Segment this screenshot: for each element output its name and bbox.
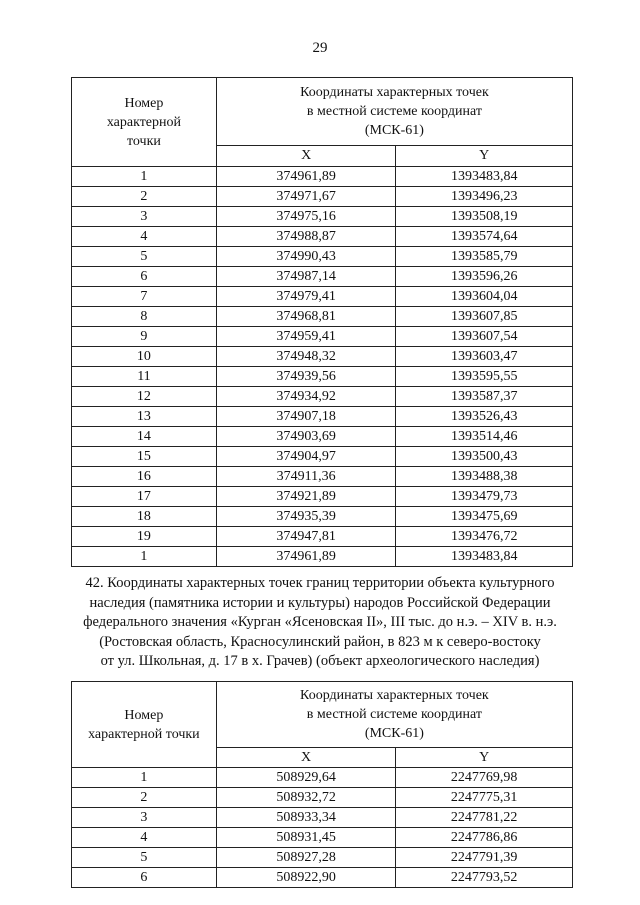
x-value-cell: 508933,34 [216,808,396,828]
y-value-cell: 1393475,69 [396,507,573,527]
section-42-heading: 42. Координаты характерных точек границ территории объекта культурного наследия (памятника истории и культуры) народов Российской Федерации федерального значения «Курган «Ясеновская II», III тыс. до н.э. – XIV в. н.э. (Ростовская область, Красносулинский район, в 823 м к северо-востоку от ул. Школьная, д. 17 в х. Грачев) (объект археологического наследия) [83,575,557,669]
point-number-cell: 17 [72,487,217,507]
x-value-cell: 508931,45 [216,828,396,848]
point-number-cell: 7 [72,287,217,307]
y-value-cell: 2247793,52 [396,868,573,888]
y-value-cell: 1393587,37 [396,387,573,407]
y-value-cell: 1393483,84 [396,167,573,187]
point-number-cell: 3 [72,808,217,828]
x-value-cell: 374975,16 [216,207,396,227]
x-value-cell: 374961,89 [216,547,396,567]
y-value-cell: 1393585,79 [396,247,573,267]
table-row [72,467,573,487]
point-number-cell: 6 [72,267,217,287]
point-number-cell: 10 [72,347,217,367]
x-value-cell: 508932,72 [216,788,396,808]
table-row [72,187,573,207]
table-row [72,287,573,307]
table-row [72,447,573,467]
y-value-cell: 1393488,38 [396,467,573,487]
point-number-cell: 2 [72,187,217,207]
x-value-cell: 374988,87 [216,227,396,247]
point-number-cell: 3 [72,207,217,227]
y-value-cell: 2247769,98 [396,768,573,788]
x-value-cell: 374987,14 [216,267,396,287]
y-value-cell: 1393574,64 [396,227,573,247]
header-col-y: Y [396,748,573,768]
point-number-cell: 11 [72,367,217,387]
table-row [72,167,573,187]
point-number-cell: 4 [72,828,217,848]
coordinates-table-1 [71,77,573,567]
header-col-y: Y [396,146,573,167]
y-value-cell: 2247791,39 [396,848,573,868]
point-number-cell: 4 [72,227,217,247]
header-point-number: Номер характерной точки [72,78,217,167]
table-row [72,788,573,808]
y-value-cell: 2247786,86 [396,828,573,848]
point-number-cell: 14 [72,427,217,447]
x-value-cell: 374947,81 [216,527,396,547]
y-value-cell: 1393607,85 [396,307,573,327]
header-col-x: X [216,748,396,768]
table-row [72,207,573,227]
table-row [72,527,573,547]
x-value-cell: 374935,39 [216,507,396,527]
y-value-cell: 1393479,73 [396,487,573,507]
table-row [72,768,573,788]
table-row [72,427,573,447]
point-number-cell: 5 [72,848,217,868]
x-value-cell: 374904,97 [216,447,396,467]
x-value-cell: 374934,92 [216,387,396,407]
table-row [72,507,573,527]
x-value-cell: 508929,64 [216,768,396,788]
y-value-cell: 1393476,72 [396,527,573,547]
y-value-cell: 1393607,54 [396,327,573,347]
table-row [72,327,573,347]
x-value-cell: 374907,18 [216,407,396,427]
x-value-cell: 374959,41 [216,327,396,347]
point-number-cell: 2 [72,788,217,808]
table-row [72,227,573,247]
y-value-cell: 1393603,47 [396,347,573,367]
point-number-cell: 18 [72,507,217,527]
point-number-cell: 19 [72,527,217,547]
table-row [72,387,573,407]
point-number-cell: 15 [72,447,217,467]
point-number-cell: 16 [72,467,217,487]
y-value-cell: 1393496,23 [396,187,573,207]
table-row [72,547,573,567]
point-number-cell: 1 [72,167,217,187]
point-number-cell: 8 [72,307,217,327]
table-row [72,247,573,267]
header-col-x: X [216,146,396,167]
header-point-number: Номер характерной точки [72,682,217,768]
x-value-cell: 374921,89 [216,487,396,507]
coordinates-table-2 [71,681,573,888]
y-value-cell: 1393595,55 [396,367,573,387]
table-row [72,808,573,828]
point-number-cell: 1 [72,768,217,788]
x-value-cell: 508922,90 [216,868,396,888]
y-value-cell: 1393604,04 [396,287,573,307]
point-number-cell: 5 [72,247,217,267]
point-number-cell: 13 [72,407,217,427]
header-coordinates-title: Координаты характерных точек в местной системе координат (МСК-61) [216,78,572,146]
table-row [72,868,573,888]
x-value-cell: 374903,69 [216,427,396,447]
x-value-cell: 374968,81 [216,307,396,327]
point-number-cell: 12 [72,387,217,407]
y-value-cell: 1393508,19 [396,207,573,227]
table-row [72,407,573,427]
point-number-cell: 6 [72,868,217,888]
x-value-cell: 374979,41 [216,287,396,307]
x-value-cell: 374939,56 [216,367,396,387]
table-row [72,848,573,868]
point-number-cell: 1 [72,547,217,567]
x-value-cell: 374971,67 [216,187,396,207]
x-value-cell: 374990,43 [216,247,396,267]
header-coordinates-title: Координаты характерных точек в местной системе координат (МСК-61) [216,682,572,748]
y-value-cell: 2247775,31 [396,788,573,808]
table-row [72,828,573,848]
y-value-cell: 1393514,46 [396,427,573,447]
x-value-cell: 374961,89 [216,167,396,187]
y-value-cell: 1393596,26 [396,267,573,287]
x-value-cell: 374911,36 [216,467,396,487]
point-number-cell: 9 [72,327,217,347]
y-value-cell: 1393483,84 [396,547,573,567]
x-value-cell: 374948,32 [216,347,396,367]
y-value-cell: 2247781,22 [396,808,573,828]
y-value-cell: 1393500,43 [396,447,573,467]
table-row [72,307,573,327]
table-row [72,347,573,367]
page-number: 29 [312,40,328,56]
x-value-cell: 508927,28 [216,848,396,868]
table-row [72,367,573,387]
y-value-cell: 1393526,43 [396,407,573,427]
table-row [72,487,573,507]
table-row [72,267,573,287]
